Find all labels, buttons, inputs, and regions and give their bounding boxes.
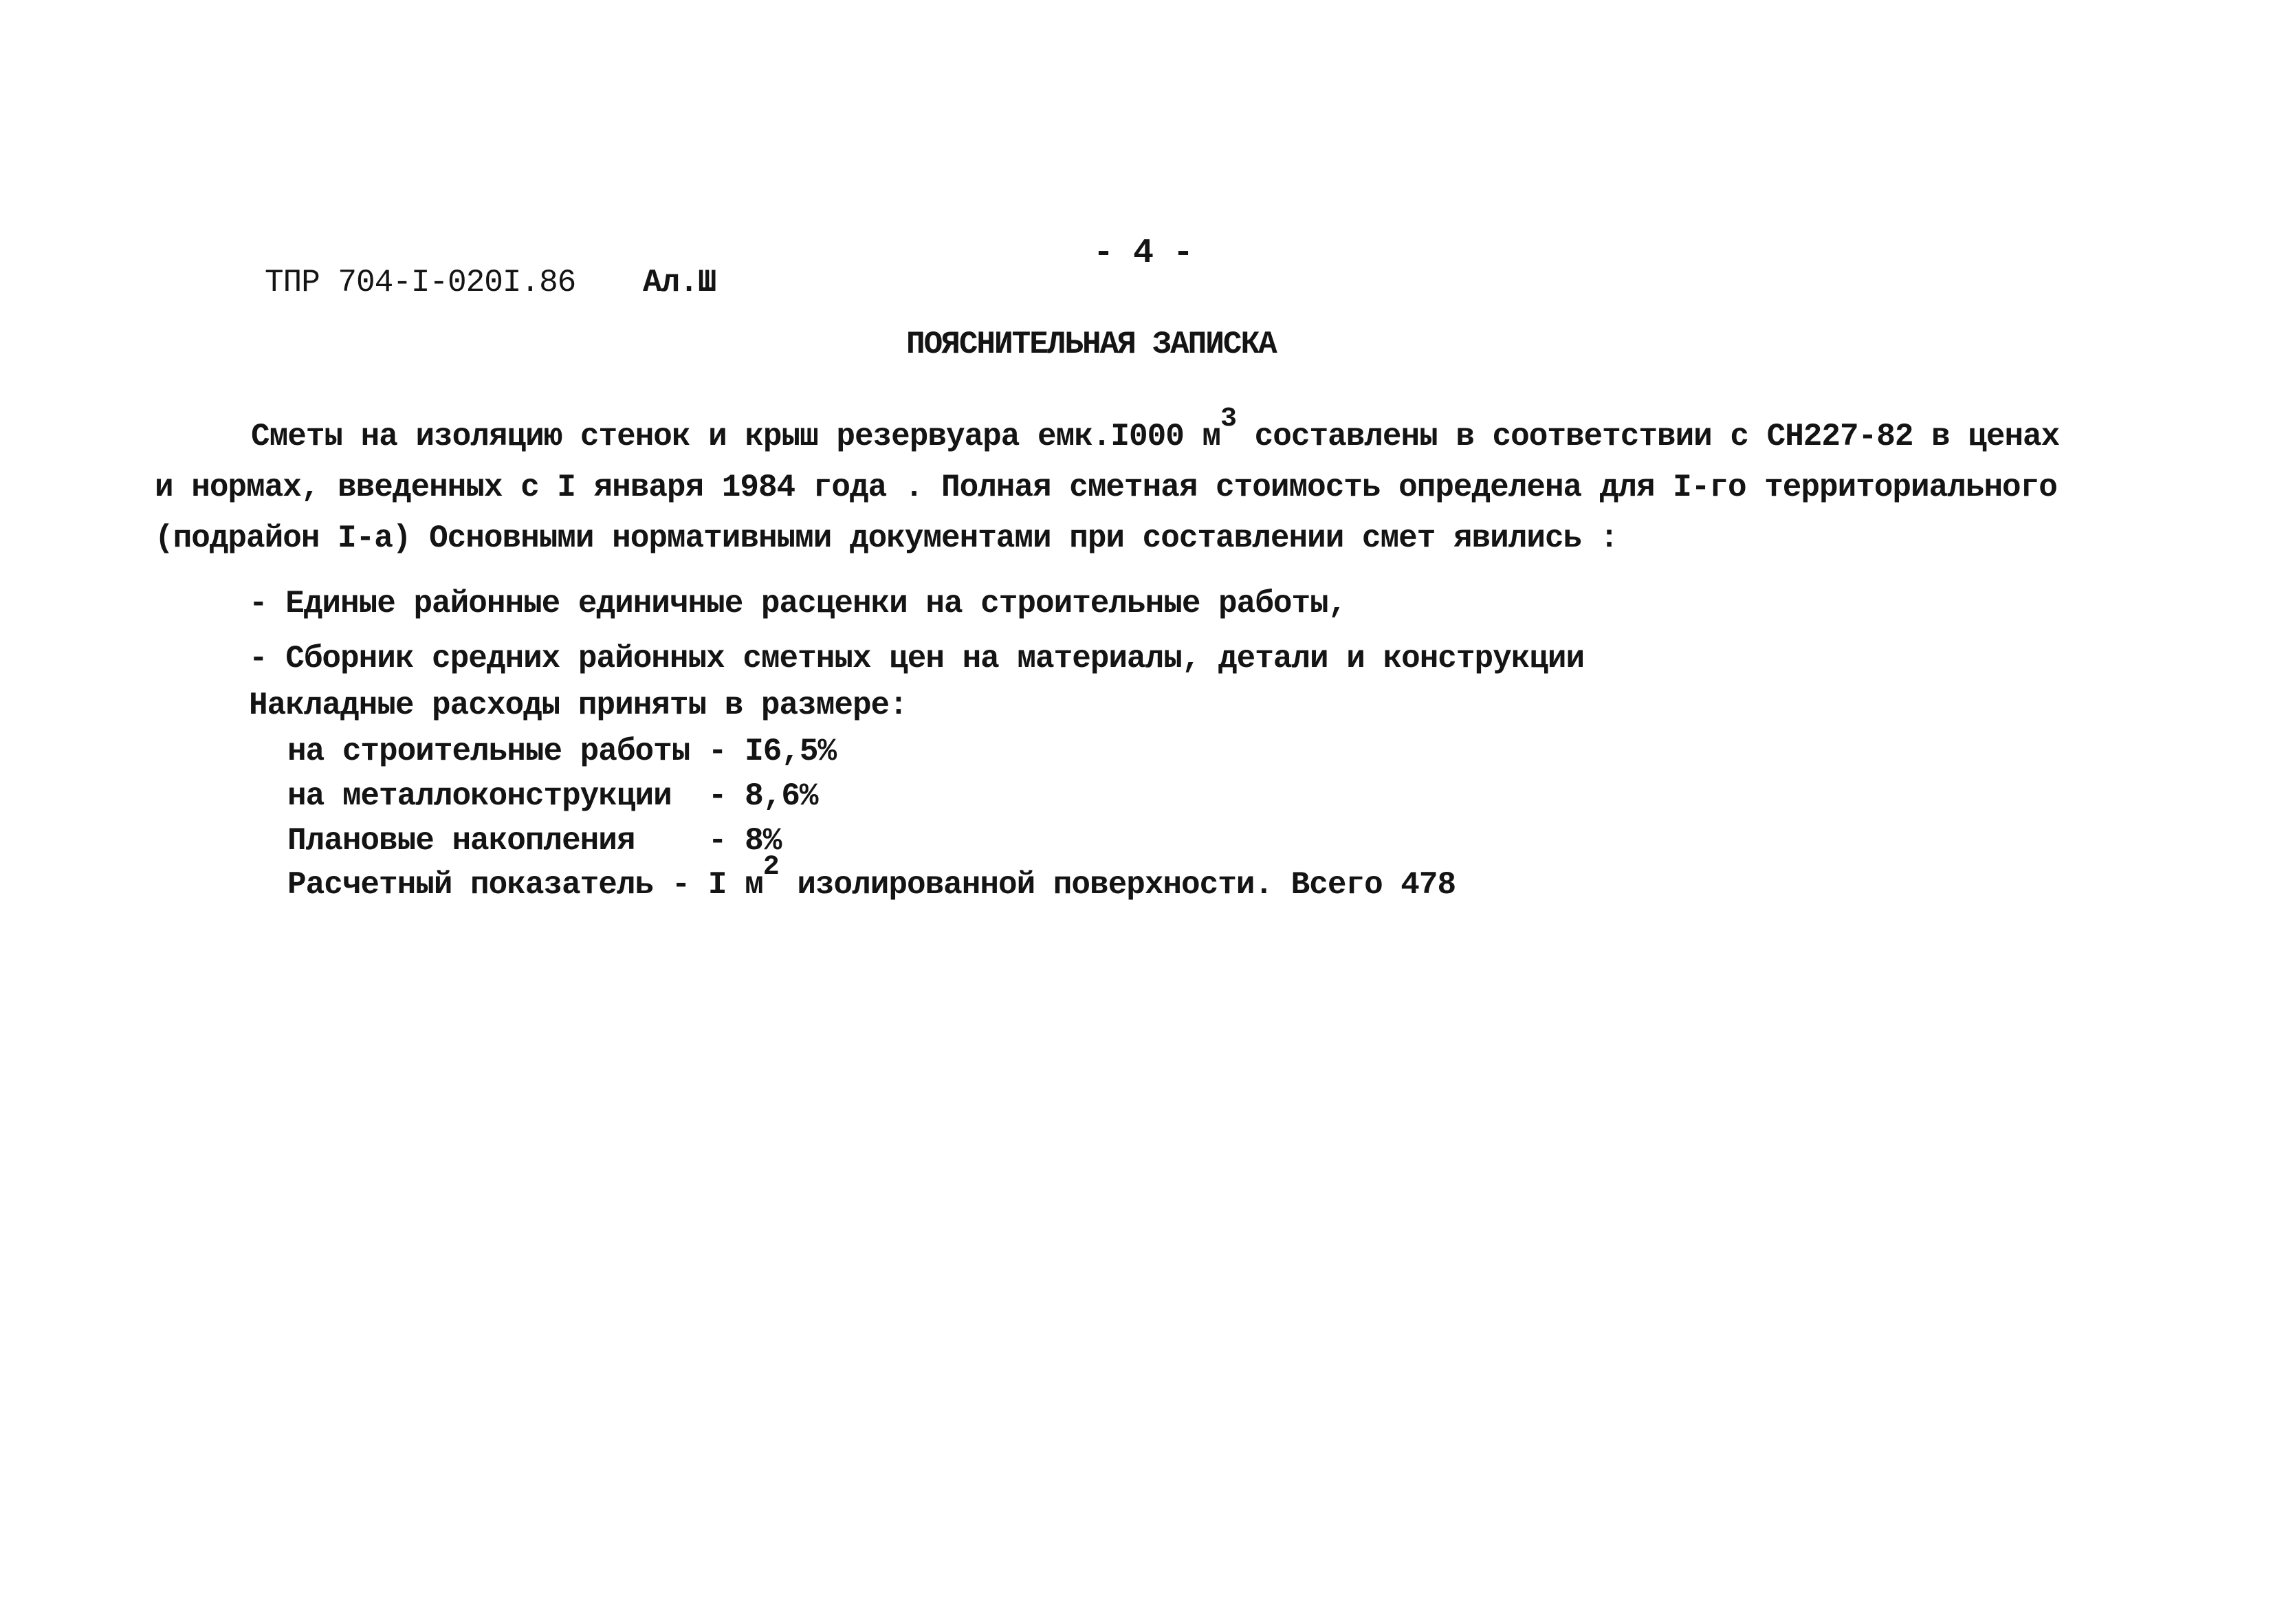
overhead-value: - 8% xyxy=(707,823,782,859)
page-number: - 4 - xyxy=(1093,234,1194,273)
document-list-item: - Единые районные единичные расценки на строительные работы, xyxy=(249,586,1347,622)
calculation-indicator: Расчетный показатель - I $м^2$ изолированной поверхности. Всего 478 xyxy=(287,852,1456,903)
document-code: ТПР 704-I-020I.86 xyxy=(265,265,576,300)
overhead-value: - I6,5% xyxy=(707,734,837,769)
intro-line-1: Сметы на изоляцию стенок и крыш резервуара емк.I000 $м^3$ составлены в соответствии с СН227-82 в ценах xyxy=(251,404,2060,454)
overhead-label: на металлоконструкции xyxy=(287,778,708,814)
overhead-item xyxy=(287,825,781,857)
overhead-item xyxy=(287,780,818,812)
overhead-value: - 8,6% xyxy=(707,778,818,814)
intro-paragraph xyxy=(155,404,2135,564)
overhead-item xyxy=(287,736,836,767)
overhead-label: на строительные работы xyxy=(287,734,708,769)
document-title: ПОЯСНИТЕЛЬНАЯ ЗАПИСКА xyxy=(906,327,1276,362)
overhead-label: Плановые накопления xyxy=(287,823,708,859)
cubic-superscript: 3 xyxy=(1220,404,1237,435)
square-superscript: 2 xyxy=(762,852,779,883)
intro-line-2: и нормах, введенных с I января 1984 года . Полная сметная стоимость определена для I-го территориального xyxy=(155,470,2057,505)
overhead-heading: Накладные расходы приняты в размере: xyxy=(249,688,908,723)
intro-line-3: (подрайон I-а) Основными нормативными документами при составлении смет явились : xyxy=(155,520,1618,556)
sheet-label: Ал.Ш xyxy=(643,265,716,300)
document-list-item: - Сборник средних районных сметных цен на материалы, детали и конструкции xyxy=(249,641,1585,677)
